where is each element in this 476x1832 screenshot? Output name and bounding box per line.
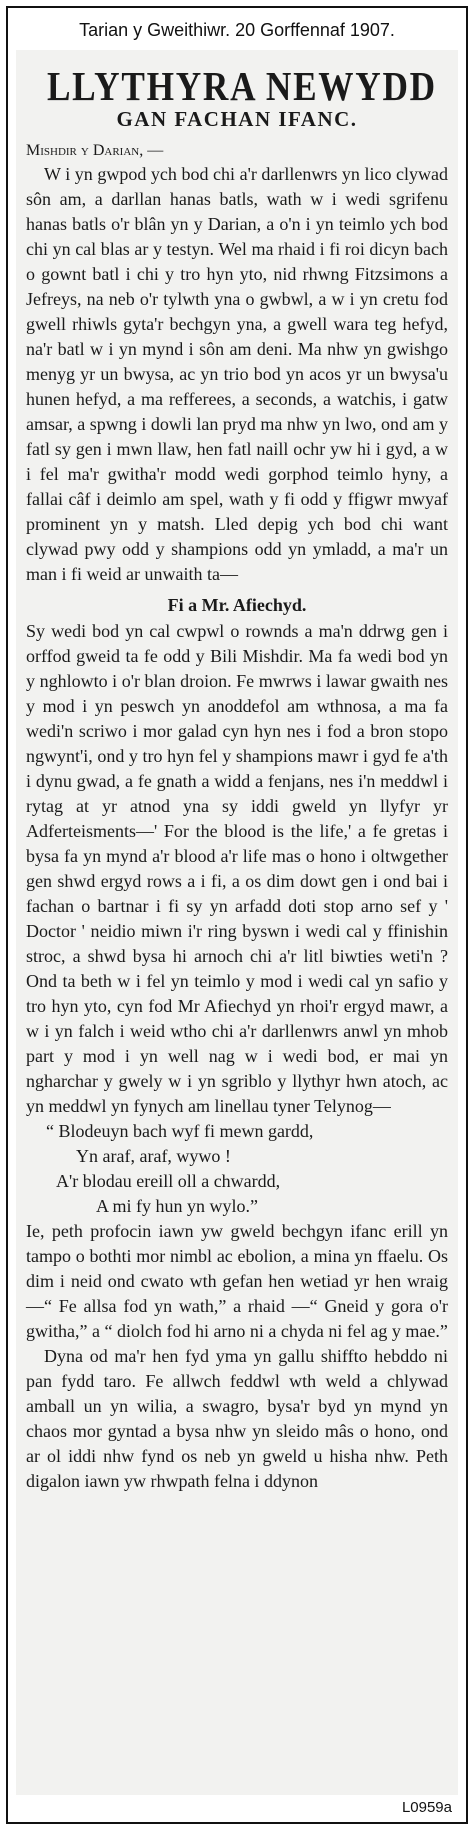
article-headline: LLYTHYRA NEWYDD (46, 63, 437, 109)
poem-line: Yn araf, araf, wywo ! (76, 1146, 231, 1166)
reference-code: L0959a (401, 1799, 452, 1816)
article-byline: GAN FACHAN IFANC. (116, 107, 358, 131)
poem-line: “ Blodeuyn bach wyf fi mewn gardd, (46, 1121, 314, 1141)
letter-salutation: Mishdir y Darian, — (26, 142, 164, 159)
body-paragraph-2: Sy wedi bod yn cal cwpwl o rownds a ma'n ddrwg gen i orffod gweid ta fe odd y Bili Mishdir. Ma fa wedi bod yn y nghlowto i o'r blan droion. Fe mwrws i lawar gwaith nes y mod i yn peswch yn anoddefol am wthnosa, a ma fa wedi'n scriwo i mor galad cyn hyn nes i fod a bron stopo ngwynt'i, ond y tro hyn fel y shampions mawr i gyd fe a'th i dynu gwad, a fe gnath a widd a fenjans, nes i'n meddwl i rytag at yr atnod yna sy iddi gweld yn llyfyr yr Adferteisments—' For the blood is the life,' a fe gretas i bysa fa yn mynd a'r blood a'r life mas o hono i oltwgether gen shwd ergyd rows a i fi, a os dim dowt gen i ond bai i fachan o bartnar i fi sy yn arfadd doti stop arno sef y ' Doctor ' neidio miwn i'r ring byswn i wedi cal y ffinishin stroc, a shwd bysa hi arnoch chi a'r litl biwties weti'n ? Ond ta beth w i fel yn teimlo y mod i wedi cal yn safio y tro hyn yto, cyn fod Mr Afiechyd yn rhoi'r ergyd mawr, a w i yn falch i weid wtho chi a'r darllenwrs anwl yn mhob part y mod i yn well nag w i wedi bod, er mai yn ngharchar y gwely w i yn sgriblo y llythyr hwn atoch, ac yn meddwl yn fynych am linellau tyner Telynog— (26, 621, 448, 1116)
poem-line: A'r blodau ereill oll a chwardd, (56, 1171, 281, 1191)
archive-page (6, 6, 468, 1824)
body-paragraph-4: Dyna od ma'r hen fyd yma yn gallu shiffto hebddo ni pan fydd taro. Fe allwch feddwl wth weld a chlywad amball un yn wilia, a swagro, bysa'r byd yn mynd yn chaos mor gyntad a bysa nhw yn sleido mâs o hono, ond ar ol iddi nhw fynd os neb yn gweld u hisha nhw. Peth digalon iawn yw rhwpath felna i ddynon (26, 1346, 448, 1491)
poem-quote (36, 1119, 448, 1219)
body-paragraph-3: Ie, peth profocin iawn yw gweld bechgyn ifanc erill yn tampo o bothti mor nimbl ac ebolion, a mina yn ffaelu. Os dim i neid ond cwato wth gefan hen wetiad yr hen wraig—“ Fe allsa fod yn wath,” a rhaid —“ Gneid y gora o'r gwitha,” a “ diolch fod hi arno ni a chyda ni fel ag y mae.” (26, 1221, 448, 1341)
source-caption: Tarian y Gweithiwr. 20 Gorffennaf 1907. (79, 20, 395, 40)
body-paragraph-1: W i yn gwpod ych bod chi a'r darllenwrs yn lico clywad sôn am, a darllan hanas batls, wath w i wedi sgrifenu hanas batls o'r blân yn y Darian, a o'n i yn teimlo ych bod chi yn cal blas ar y testyn. Wel ma rhaid i fi roi dicyn bach o gownt batl i chi y tro hyn yto, nid rhwng Fitzsimons a Jefreys, na neb o'r tylwth yna o gwbwl, a w i yn cretu fod gwell rhiwls gyta'r bechgyn yna, a gwell wara teg hefyd, na'r batl w i yn mynd i sôn am deni. Ma nhw yn gwishgo menyg yr un bwysa, ac yn trio bod yn acos yr un bwysa'u hunen hefyd, a ma refferees, a seconds, a watchis, i gatw amsar, a spwng i dowli lan pryd ma nhw yn lwo, ond am y fatl sy gen i mwn llaw, hen fatl naill ochr yw hi i gyd, a w i fel ma'r gwitha'r modd wedi gorphod teimlo hyny, a fallai câf i deimlo am spel, wath y fi odd y ffigwr mwyaf prominent yn y matsh. Lled depig ych bod chi want clywad pwy odd y shampions odd yn ymladd, a ma'r un man i fi weid ar unwaith ta— (26, 164, 448, 584)
section-heading: Fi a Mr. Afiechyd. (167, 595, 307, 615)
poem-line: A mi fy hun yn wylo.” (96, 1196, 258, 1216)
newspaper-clipping (16, 50, 458, 1795)
